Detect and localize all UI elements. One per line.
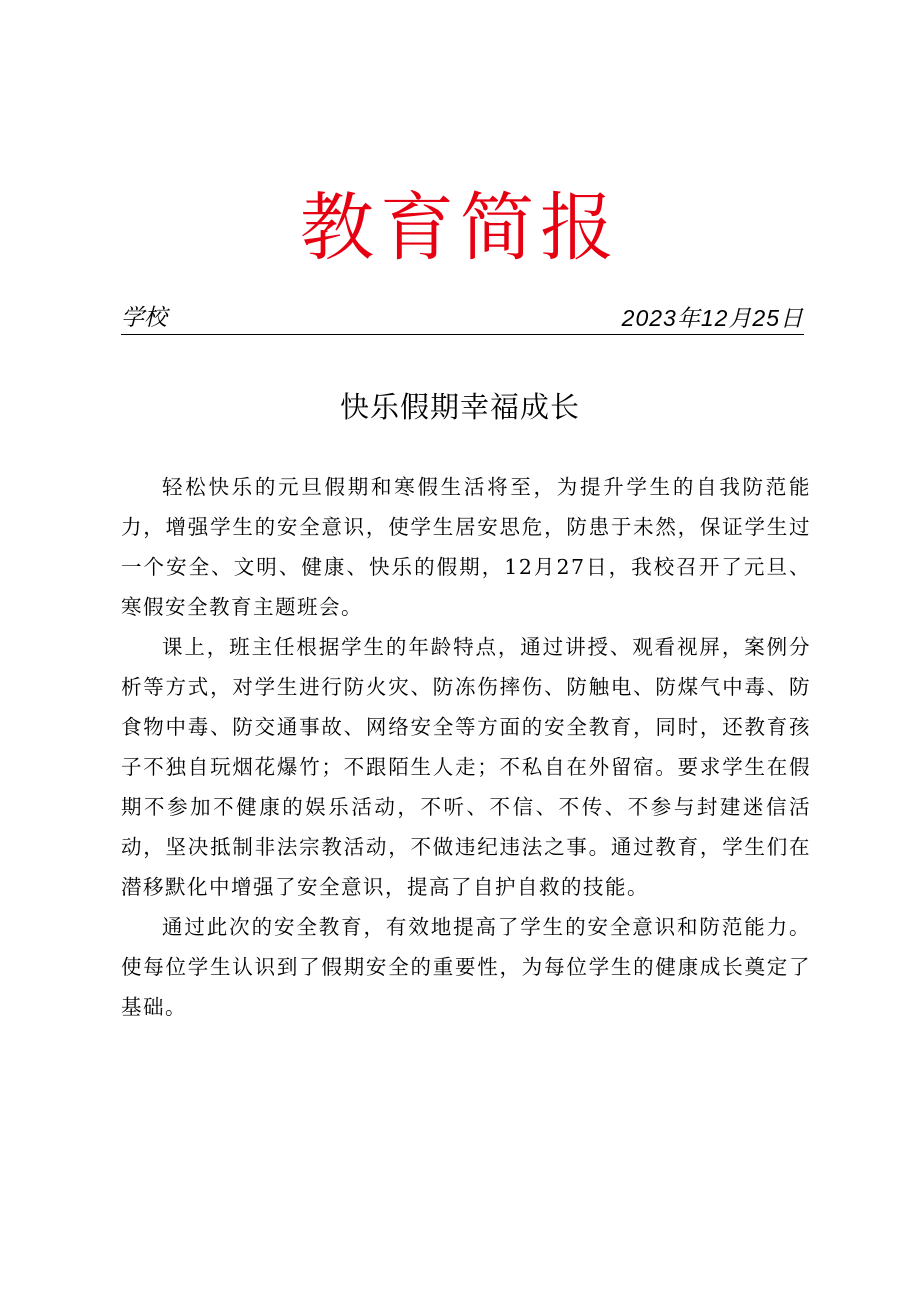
paragraph: 课上，班主任根据学生的年龄特点，通过讲授、观看视屏，案例分析等方式，对学生进行防火灾、防冻伤摔伤、防触电、防煤气中毒、防食物中毒、防交通事故、网络安全等方面的安全教育，同时，还教育孩子不独自玩烟花爆竹；不跟陌生人走；不私自在外留宿。要求学生在假期不参加不健康的娱乐活动，不听、不信、不传、不参与封建迷信活动，坚决抵制非法宗教活动，不做违纪违法之事。通过教育，学生们在潜移默化中增强了安全意识，提高了自护自救的技能。: [121, 635, 811, 899]
paragraph: 通过此次的安全教育，有效地提高了学生的安全意识和防范能力。使每位学生认识到了假期安全的重要性，为每位学生的健康成长奠定了基础。: [121, 915, 811, 1019]
header-info-line: [121, 302, 804, 335]
newsletter-masthead: 教育简报: [300, 185, 620, 271]
school-label: 学校: [121, 305, 167, 331]
issue-date: 2023年12月25日: [621, 305, 804, 331]
article-title: 快乐假期幸福成长: [339, 390, 580, 424]
article-body: [121, 467, 811, 1027]
paragraph: 轻松快乐的元旦假期和寒假生活将至，为提升学生的自我防范能力，增强学生的安全意识，使学生居安思危，防患于未然，保证学生过一个安全、文明、健康、快乐的假期，12月27日，我校召开了元旦、寒假安全教育主题班会。: [121, 475, 811, 619]
